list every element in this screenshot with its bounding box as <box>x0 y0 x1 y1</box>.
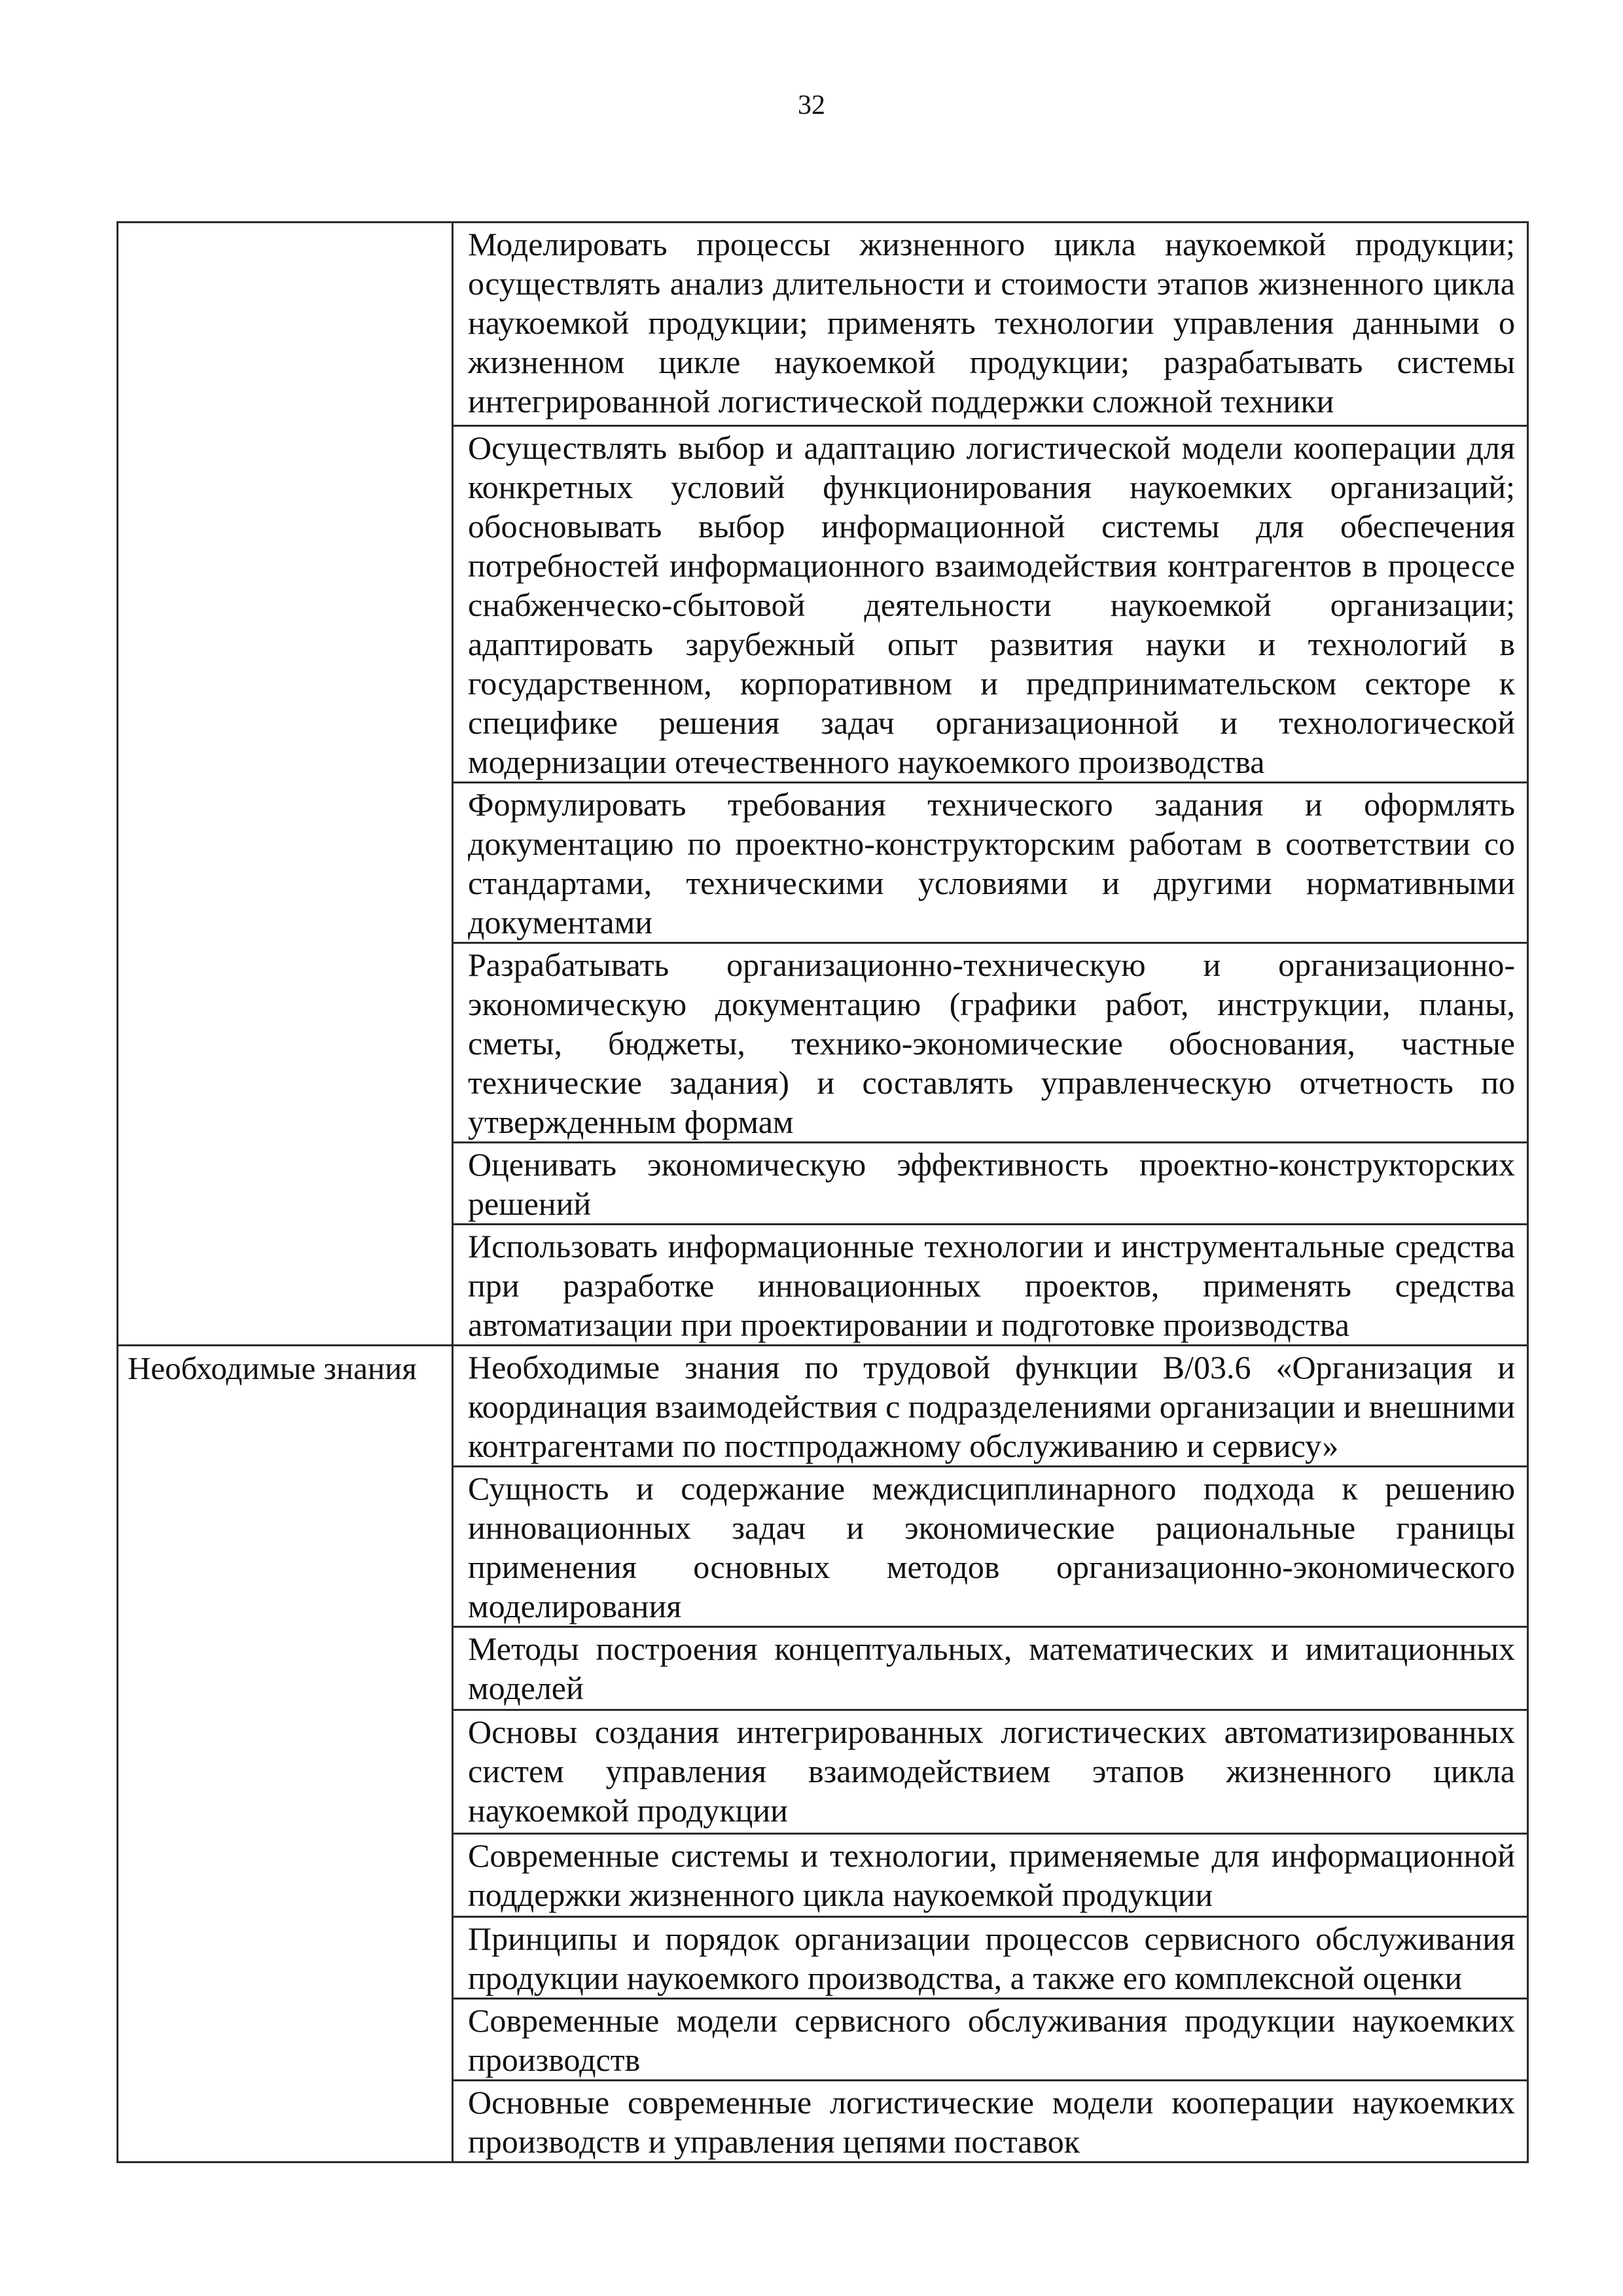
table-cell <box>453 1834 1528 1917</box>
table-cell <box>453 1627 1528 1710</box>
table-cell <box>453 1710 1528 1834</box>
skill-text: Разрабатывать организационно-техническую и организационно-экономическую документацию (графики работ, инструкции, планы, сметы, бюджеты, технико-экономические обоснования, частные технические задания) и составлять управленческую отчетность по утвержденным формам <box>468 946 1515 1140</box>
table-cell <box>453 1225 1528 1346</box>
knowledge-label-cell <box>118 1346 453 2162</box>
table-cell <box>453 783 1528 943</box>
knowledge-text: Современные модели сервисного обслуживания продукции наукоемких производств <box>468 2002 1515 2078</box>
knowledge-text: Методы построения концептуальных, математических и имитационных моделей <box>468 1630 1515 1706</box>
table-cell <box>453 1467 1528 1627</box>
table-cell <box>453 2081 1528 2162</box>
knowledge-text: Основные современные логистические модели кооперации наукоемких производств и управления цепями поставок <box>468 2084 1515 2160</box>
knowledge-text: Современные системы и технологии, применяемые для информационной поддержки жизненного цикла наукоемкой продукции <box>468 1837 1515 1913</box>
table-row <box>118 223 1528 426</box>
competency-table <box>116 221 1529 2163</box>
table-row <box>118 1346 1528 1467</box>
knowledge-label: Необходимые знания <box>128 1350 417 1386</box>
skill-text: Оценивать экономическую эффективность проектно-конструкторских решений <box>468 1146 1515 1222</box>
table-cell <box>453 1143 1528 1225</box>
table-cell <box>453 426 1528 783</box>
skills-label-cell <box>118 223 453 1346</box>
skill-text: Моделировать процессы жизненного цикла наукоемкой продукции; осуществлять анализ длительности и стоимости этапов жизненного цикла наукоемкой продукции; применять технологии управления данными о жизненном цикле наукоемкой продукции; разрабатывать системы интегрированной логистической поддержки сложной техники <box>468 226 1515 420</box>
knowledge-text: Принципы и порядок организации процессов сервисного обслуживания продукции наукоемкого производства, а также его комплексной оценки <box>468 1920 1515 1996</box>
knowledge-text: Сущность и содержание междисциплинарного подхода к решению инновационных задач и экономические рациональные границы применения основных методов организационно-экономического моделирования <box>468 1470 1515 1624</box>
skill-text: Осуществлять выбор и адаптацию логистической модели кооперации для конкретных условий функционирования наукоемких организаций; обосновывать выбор информационной системы для обеспечения потребностей информационного взаимодействия контрагентов в процессе снабженческо-сбытовой деятельности наукоемкой организации; адаптировать зарубежный опыт развития науки и технологий в государственном, корпоративном и предпринимательском секторе к специфике решения задач организационной и технологической модернизации отечественного наукоемкого производства <box>468 429 1515 780</box>
table-cell <box>453 1999 1528 2081</box>
knowledge-text: Необходимые знания по трудовой функции В/03.6 «Организация и координация взаимодействия с подразделениями организации и внешними контрагентами по постпродажному обслуживанию и сервису» <box>468 1349 1515 1464</box>
table-cell <box>453 1346 1528 1467</box>
table-cell <box>453 223 1528 426</box>
page-number: 32 <box>798 90 825 120</box>
skill-text: Использовать информационные технологии и инструментальные средства при разработке инновационных проектов, применять средства автоматизации при проектировании и подготовке производства <box>468 1228 1515 1343</box>
table-cell <box>453 1917 1528 1999</box>
knowledge-text: Основы создания интегрированных логистических автоматизированных систем управления взаимодействием этапов жизненного цикла наукоемкой продукции <box>468 1713 1515 1829</box>
table-cell <box>453 943 1528 1143</box>
skill-text: Формулировать требования технического задания и оформлять документацию по проектно-конструкторским работам в соответствии со стандартами, техническими условиями и другими нормативными документами <box>468 786 1515 941</box>
